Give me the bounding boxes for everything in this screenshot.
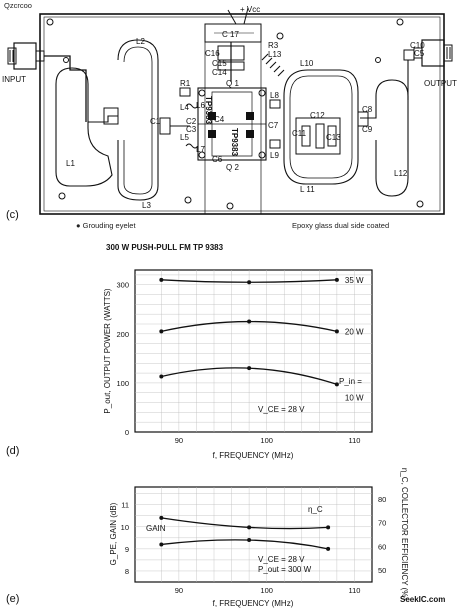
chart-e-yltick-9: 9 — [124, 544, 129, 554]
chart-e-point — [159, 542, 163, 546]
input-bridge — [88, 116, 118, 122]
label-c9: C9 — [362, 125, 373, 134]
chart-gain-efficiency — [6, 468, 409, 608]
inductor-l12 — [360, 80, 408, 196]
label-l11: L 11 — [300, 185, 315, 194]
chart-e-yrtick-50: 50 — [378, 566, 387, 576]
label-c1: C1 — [150, 117, 161, 126]
panel-label-d: (d) — [6, 445, 20, 457]
label-c7: C7 — [268, 121, 279, 130]
panel-label-c: (c) — [6, 209, 19, 221]
input-connector — [8, 43, 44, 69]
chart-d-ytick-200: 200 — [116, 329, 129, 339]
chart-d-frame — [135, 270, 372, 432]
chart-d-series-label: 10 W — [344, 393, 364, 403]
inductor-l2-l3-inner — [124, 47, 152, 194]
label-c6: C6 — [212, 155, 223, 164]
chart-e-point — [326, 525, 330, 529]
label-c8: C8 — [362, 105, 373, 114]
capacitor-c1 — [160, 118, 170, 134]
top-mark: Qzcrcoo — [4, 1, 32, 10]
label-c14: C14 — [212, 68, 227, 77]
chart-e-eff-label: η_C — [308, 505, 323, 514]
inductor-l8-pad — [270, 100, 280, 108]
chart-d-grid — [135, 270, 372, 432]
chart-d-point — [247, 280, 251, 284]
chart-d-point — [247, 320, 251, 324]
chart-e-yltick-11: 11 — [121, 500, 129, 510]
chart-d-ytick-300: 300 — [116, 280, 129, 290]
label-q2: Q 2 — [226, 163, 239, 172]
component-labels — [66, 30, 425, 210]
panel-label-e: (e) — [6, 593, 20, 605]
chart-d-point — [335, 329, 339, 333]
label-c11: C11 — [292, 129, 307, 138]
grounding-eyelets — [47, 19, 423, 209]
label-c3: C3 — [186, 125, 197, 134]
label-c16: C16 — [205, 49, 220, 58]
chart-e-point — [247, 525, 251, 529]
chart-d-point — [159, 329, 163, 333]
label-l13: L13 — [268, 50, 282, 59]
chart-output-power — [6, 243, 372, 460]
chart-d-title: 300 W PUSH-PULL FM TP 9383 — [106, 243, 224, 252]
chart-e-yrtick-60: 60 — [378, 542, 387, 552]
chart-d-ytick-0: 0 — [124, 428, 129, 437]
chart-e-yrtick-70: 70 — [378, 518, 387, 528]
label-l6: L6 — [196, 101, 205, 110]
label-l3: L3 — [142, 201, 151, 210]
inductor-l1 — [56, 68, 112, 186]
label-tp-1: TP9383 — [204, 96, 213, 125]
chart-e-xtick-110: 110 — [348, 586, 361, 595]
label-c5: C5 — [414, 49, 425, 58]
chart-e-pout: P_out = 300 W — [258, 565, 312, 574]
chart-d-ticks — [116, 281, 360, 445]
chart-e-ylabel-right: η_C, COLLECTOR EFFICIENCY (%) — [400, 467, 409, 601]
chart-e-yltick-8: 8 — [124, 566, 129, 576]
input-label: INPUT — [2, 75, 26, 84]
vcc-label: + Vcc — [240, 5, 261, 14]
capacitor-c5-c10 — [404, 50, 414, 60]
label-c4: C4 — [214, 115, 225, 124]
label-c17: C 17 — [222, 30, 239, 39]
label-l1: L1 — [66, 159, 75, 168]
chart-d-pin-label: P_in = — [339, 377, 362, 386]
output-trace — [408, 54, 414, 100]
output-label: OUTPUT — [424, 79, 457, 88]
inductor-l9-pad — [270, 140, 280, 148]
label-r3: R3 — [268, 41, 279, 50]
chart-e-ylabel-left: G_PE, GAIN (dB) — [109, 502, 118, 566]
chart-e-yrtick-80: 80 — [378, 494, 387, 504]
pcb-layout — [2, 5, 457, 230]
inductor-l10-l11-inner — [290, 76, 352, 178]
chart-e-gain-label: GAIN — [146, 524, 166, 533]
label-c2: C2 — [186, 117, 197, 126]
chart-e-xlabel: f, FREQUENCY (MHz) — [212, 599, 294, 608]
chart-e-yltick-10: 10 — [120, 522, 129, 532]
chart-e-frame — [135, 487, 372, 582]
chart-d-ylabel: P_out, OUTPUT POWER (WATTS) — [103, 288, 112, 414]
label-l2: L2 — [136, 37, 145, 46]
chart-e-series-line — [161, 540, 328, 549]
chart-d-xtick-90: 90 — [174, 436, 184, 445]
chart-e-vce: V_CE = 28 V — [258, 555, 305, 564]
resistor-r1 — [180, 88, 190, 96]
label-c13: C13 — [326, 133, 341, 142]
label-l5: L5 — [180, 133, 189, 142]
label-l4: L4 — [180, 103, 189, 112]
legend-eyelet: ● Grouding eyelet — [76, 221, 136, 230]
label-c12: C12 — [310, 111, 325, 120]
chart-e-xtick-90: 90 — [174, 586, 184, 595]
chart-d-vce: V_CE = 28 V — [258, 405, 305, 414]
chart-d-point — [159, 375, 163, 379]
label-l7: L7 — [196, 145, 205, 154]
label-tp-2: TP9383 — [230, 128, 239, 157]
input-trace — [44, 56, 86, 122]
label-l8: L8 — [270, 91, 279, 100]
label-r1: R1 — [180, 79, 191, 88]
inductor-l10-l11 — [284, 70, 358, 184]
chart-e-point — [326, 547, 330, 551]
chart-d-xtick-100: 100 — [260, 436, 273, 445]
chart-e-grid — [135, 487, 372, 582]
chart-d-xtick-110: 110 — [348, 436, 361, 445]
chart-e-point — [159, 516, 163, 520]
chart-e-series — [159, 516, 330, 551]
chart-d-point — [335, 278, 339, 282]
watermark: SeekIC.com — [400, 595, 446, 604]
capacitor-c8-c9 — [358, 112, 368, 126]
chart-e-point — [247, 538, 251, 542]
chart-d-ytick-100: 100 — [116, 378, 129, 388]
chart-d-series — [159, 276, 364, 403]
chart-d-series-label: 35 W — [344, 275, 364, 285]
label-q1: Q 1 — [226, 79, 239, 88]
chart-d-point — [159, 278, 163, 282]
chart-d-series-label: 20 W — [344, 327, 364, 337]
legend-board: Epoxy glass dual side coated — [292, 221, 390, 230]
label-c10: C10 — [410, 41, 425, 50]
label-c15: C15 — [212, 59, 227, 68]
chart-d-point — [247, 366, 251, 370]
chart-e-xtick-100: 100 — [260, 586, 273, 595]
label-l12: L12 — [394, 169, 408, 178]
chart-d-xlabel: f, FREQUENCY (MHz) — [212, 451, 294, 460]
label-l9: L9 — [270, 151, 279, 160]
label-l10: L10 — [300, 59, 314, 68]
